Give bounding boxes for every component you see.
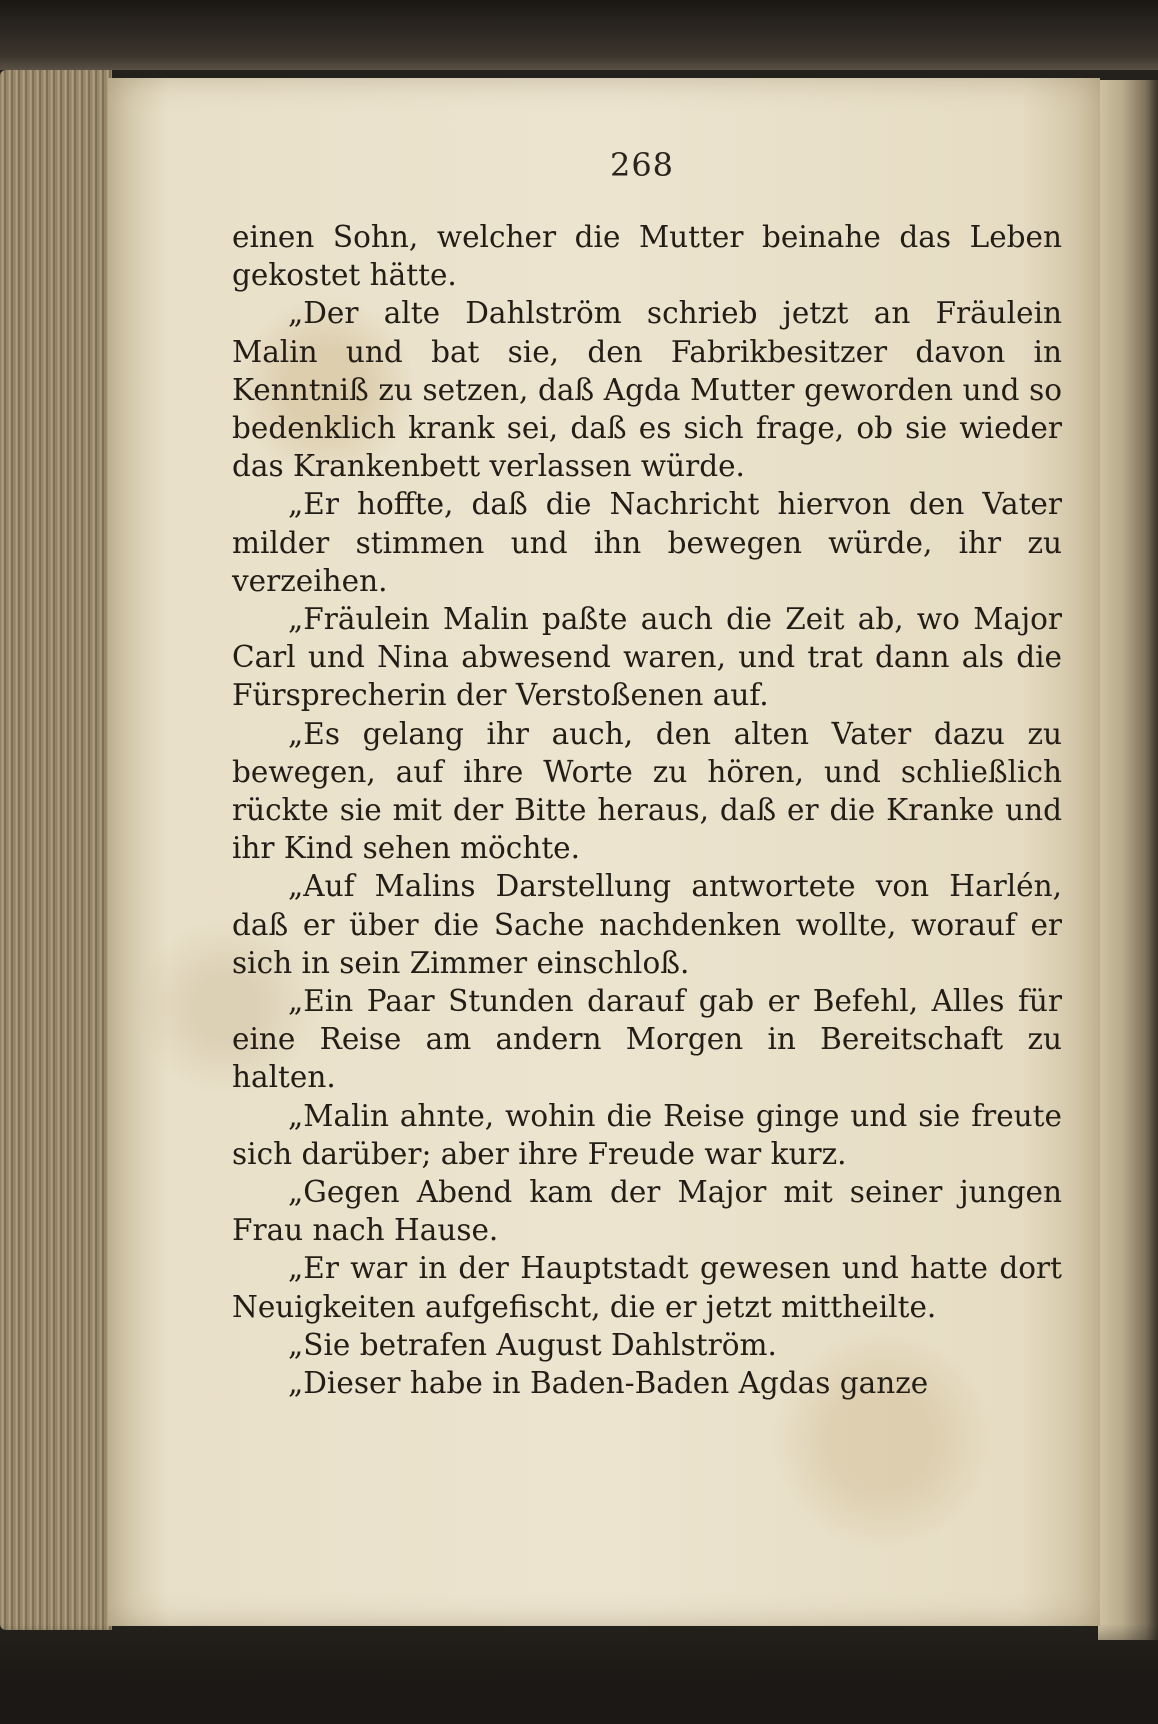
paragraph: „Dieser habe in Baden-Baden Agdas ganze (288, 1366, 929, 1401)
paragraph: „Fräulein Malin paßte auch die Zeit ab, wo Major Carl und Nina abwesend waren, und trat dann als die Fürsprecherin der Verstoßenen auf. (232, 602, 1062, 713)
paragraph: „Auf Malins Darstellung antwortete von Harlén, daß er über die Sache nachdenken wollte, worauf er sich in sein Zimmer einschloß. (232, 869, 1062, 980)
paragraph: „Es gelang ihr auch, den alten Vater dazu zu bewegen, auf ihre Worte zu hören, und schließlich rückte sie mit der Bitte heraus, daß er die Kranke und ihr Kind sehen möchte. (232, 716, 1062, 866)
paragraph: „Malin ahnte, wohin die Reise ginge und sie freute sich darüber; aber ihre Freude war kurz. (232, 1098, 1062, 1171)
paragraph: „Gegen Abend kam der Major mit seiner jungen Frau nach Hause. (232, 1175, 1062, 1248)
scan-background-bottom (0, 1624, 1158, 1724)
paragraph: „Ein Paar Stunden darauf gab er Befehl, Alles für eine Reise am andern Morgen in Bereitschaft zu halten. (232, 984, 1062, 1095)
paragraph: „Er hoffte, daß die Nachricht hiervon den Vater milder stimmen und ihn bewegen würde, ihr zu verzeihen. (232, 487, 1062, 598)
page-body-text (232, 218, 1062, 1402)
page-number: 268 (609, 146, 675, 184)
paragraph: einen Sohn, welcher die Mutter beinahe das Leben gekostet hätte. (232, 220, 1062, 293)
book-page-edges (0, 70, 112, 1630)
scan-background-top (0, 0, 1158, 70)
paragraph: „Er war in der Hauptstadt gewesen und hatte dort Neuigkeiten aufgefischt, die er jetzt mittheilte. (232, 1251, 1062, 1324)
paragraph: „Sie betrafen August Dahlström. (288, 1327, 777, 1362)
paragraph: „Der alte Dahlström schrieb jetzt an Fräulein Malin und bat sie, den Fabrikbesitzer davon in Kenntniß zu setzen, daß Agda Mutter geworden und so bedenklich krank sei, daß es sich frage, ob sie wieder das Krankenbett verlassen würde. (232, 296, 1062, 484)
book-right-edge (1098, 80, 1158, 1640)
book-page (108, 78, 1100, 1626)
